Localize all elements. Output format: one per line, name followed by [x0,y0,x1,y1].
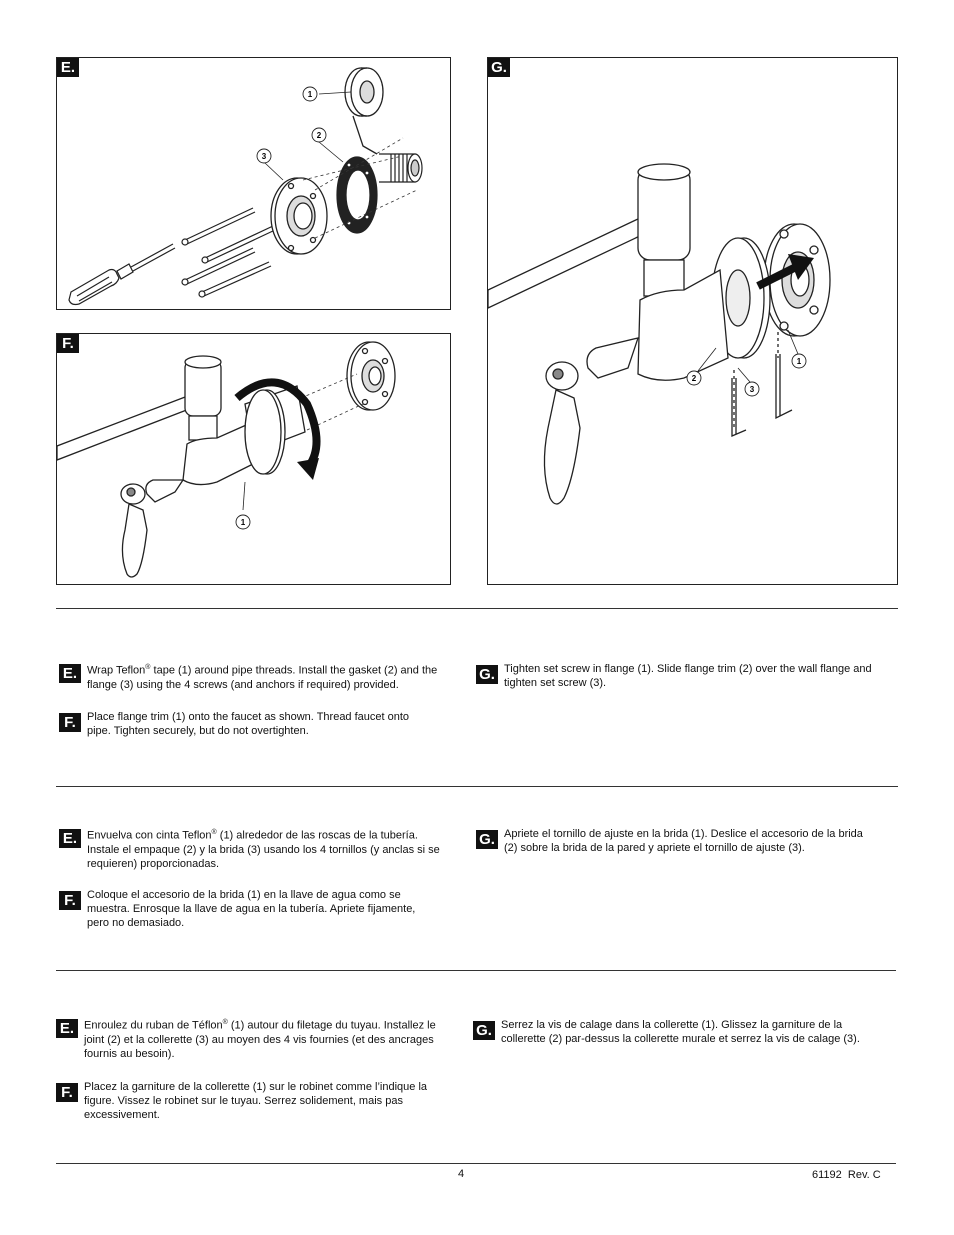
svg-text:1: 1 [240,518,246,527]
svg-text:1: 1 [796,357,802,366]
svg-text:3: 3 [749,385,755,394]
step-e-text: Enroulez du ruban de Téflon® (1) autour du filetage du tuyau. Installez le joint (2) et la collerette (3) au moyen des 4 vis fournies (et des ancrages fournis au besoin). [84,1019,436,1060]
section-divider-spanish [56,786,898,787]
section-divider-french [56,970,896,971]
step-f-tag: F. [59,713,81,732]
callout-1 [303,87,351,101]
step-e-text: Envuelva con cinta Teflon® (1) alrededor de las roscas de la tubería. Instale el empaque (2) y la brida (3) usando los 4 tornillos (y anclas si se requieren) proporcionadas. [87,829,440,870]
callout-1 [236,482,250,529]
svg-text:1: 1 [307,90,313,99]
svg-text:3: 3 [261,152,267,161]
step-f-text: Place flange trim (1) onto the faucet as shown. Thread faucet onto pipe. Tighten securely, but do not overtighten. [87,711,410,737]
figure-g-tag: G. [488,58,510,77]
section-divider-english [56,608,898,609]
pipe-stub-drawing [379,154,422,182]
step-e-text: Wrap Teflon® tape (1) around pipe threads. Install the gasket (2) and the flange (3) using the 4 screws (and anchors if required) provided. [87,664,438,691]
flange-drawing [271,178,327,254]
callout-3 [738,368,759,396]
gasket-drawing [337,157,377,233]
figure-e-illustration [57,58,452,311]
step-g-tag: G. [476,830,498,849]
step-f-text: Coloque el accesorio de la brida (1) en la llave de agua como se muestra. Enrosque la llave de agua en la tubería. Apriete fijamente, pero no demasiado. [87,889,416,929]
step-g-text: Apriete el tornillo de ajuste en la brida (1). Deslice el accesorio de la brida (2) sobre la brida de la pared y apriete el tornillo de ajuste (3). [504,828,863,854]
valve-body-drawing [121,356,305,577]
teflon-tape-drawing [345,68,383,154]
step-e-tag: E. [59,664,81,683]
svg-text:2: 2 [691,374,697,383]
wall-flange-drawing [347,342,395,410]
step-e-tag: E. [56,1019,78,1038]
figure-g-illustration [488,58,899,586]
step-g-tag: G. [476,665,498,684]
step-f-tag: F. [56,1083,78,1102]
document-id: 61192 Rev. C [812,1169,881,1181]
valve-body-drawing [544,164,728,504]
screws-drawing [182,208,275,297]
page-number: 4 [458,1168,465,1180]
figure-e-tag: E. [57,58,79,77]
step-g-text: Serrez la vis de calage dans la collerette (1). Glissez la garniture de la collerette (2) par-dessus la collerette murale et serrez la vis de calage (3). [501,1019,860,1045]
figure-e-panel [56,57,451,310]
step-g-tag: G. [473,1021,495,1040]
figure-f-illustration [57,334,452,586]
screwdriver-drawing [69,244,175,305]
callout-3 [257,149,283,180]
footer-divider [56,1163,896,1164]
svg-text:2: 2 [316,131,322,140]
step-f-text: Placez la garniture de la collerette (1) sur le robinet comme l’indique la figure. Vissez le robinet sur le tuyau. Serrez solidement, mais pas excessivement. [84,1081,428,1121]
figure-f-panel [56,333,451,585]
callout-2 [312,128,343,162]
step-g-text: Tighten set screw in flange (1). Slide flange trim (2) over the wall flange and tighten set screw (3). [504,663,872,689]
figure-g-panel [487,57,898,585]
figure-f-tag: F. [57,334,79,353]
step-e-tag: E. [59,829,81,848]
step-f-tag: F. [59,891,81,910]
supply-pipe-drawing [57,394,197,460]
supply-pipe-drawing [488,218,644,308]
